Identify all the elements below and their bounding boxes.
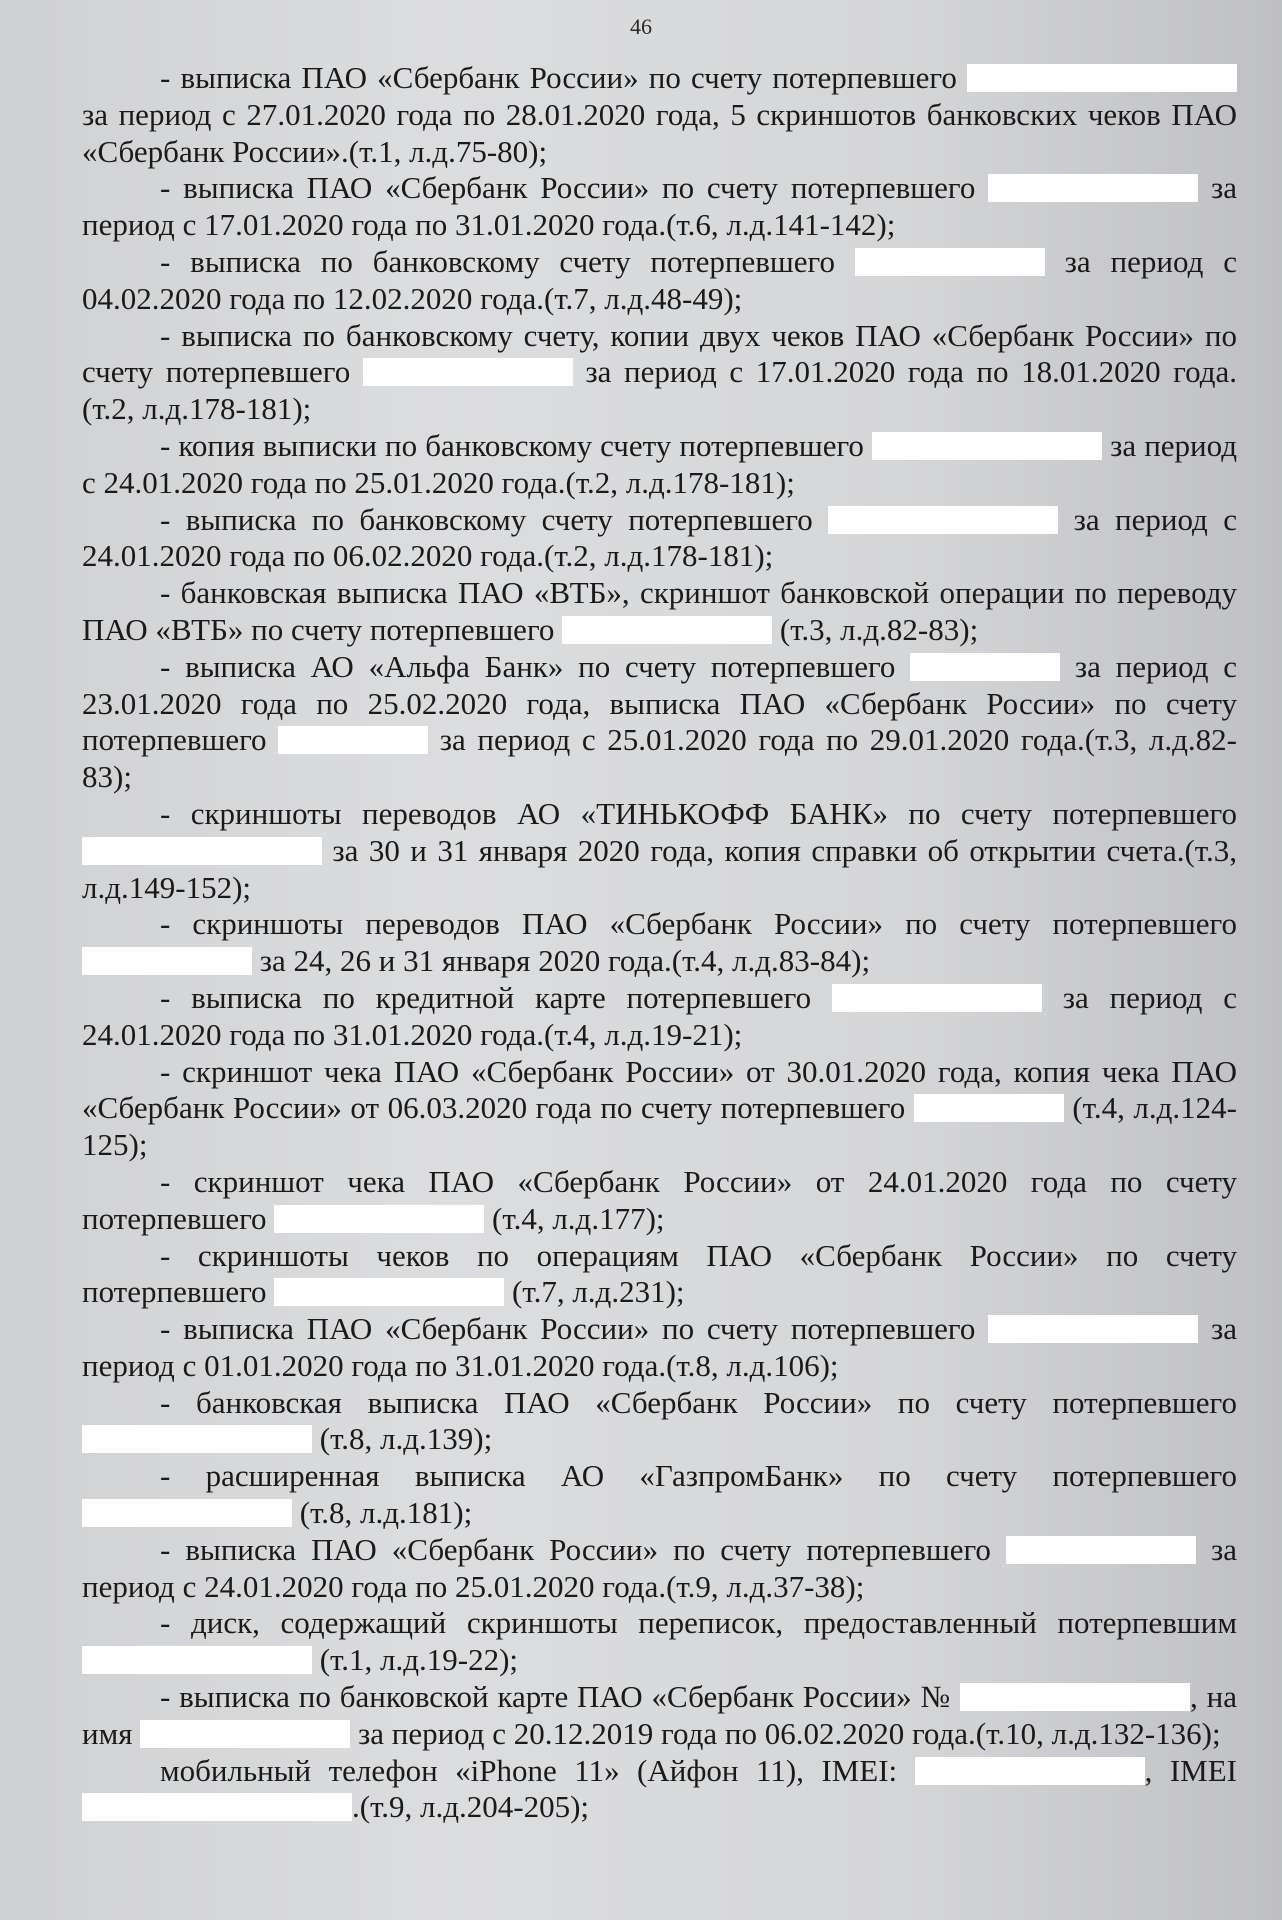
redaction-block: [82, 947, 252, 975]
list-item: мобильный телефон «iPhone 11» (Айфон 11), IMEI: , IMEI .(т.9, л.д.204-205);: [82, 1753, 1237, 1827]
redaction-block: [363, 358, 573, 386]
redaction-block: [278, 726, 428, 754]
redaction-block: [140, 1720, 350, 1748]
list-item: - скриншоты чеков по операциям ПАО «Сбербанк России» по счету потерпевшего (т.7, л.д.231);: [82, 1237, 1237, 1310]
redaction-block: [872, 432, 1102, 460]
list-item: - скриншот чека ПАО «Сбербанк России» от 24.01.2020 года по счету потерпевшего (т.4, л.д.177);: [82, 1163, 1237, 1236]
list-item: - выписка ПАО «Сбербанк России» по счету потерпевшего за период с 17.01.2020 года по 31.01.2020 года.(т.6, л.д.141-142);: [82, 170, 1237, 243]
list-item: - выписка по банковскому счету, копии двух чеков ПАО «Сбербанк России» по счету потерпевшего за период с 17.01.2020 года по 18.01.2020 года.(т.2, л.д.178-181);: [82, 317, 1237, 427]
list-item: - банковская выписка ПАО «ВТБ», скриншот банковской операции по переводу ПАО «ВТБ» по счету потерпевшего (т.3, л.д.82-83);: [82, 575, 1237, 647]
list-item: - выписка ПАО «Сбербанк России» по счету потерпевшего за период с 24.01.2020 года по 25.01.2020 года.(т.9, л.д.37-38);: [82, 1531, 1237, 1604]
list-item: - расширенная выписка АО «ГазпромБанк» по счету потерпевшего (т.8, л.д.181);: [82, 1458, 1237, 1532]
list-item: - скриншоты переводов АО «ТИНЬКОФФ БАНК» по счету потерпевшего за 30 и 31 января 2020 года, копия справки об открытии счета.(т.3, л.д.149-152);: [82, 795, 1237, 905]
redaction-block: [915, 1757, 1145, 1785]
redaction-block: [914, 1094, 1064, 1122]
redaction-block: [1006, 1536, 1196, 1564]
page-number: 46: [630, 14, 652, 39]
redaction-block: [82, 1793, 352, 1821]
list-item: - выписка по кредитной карте потерпевшего за период с 24.01.2020 года по 31.01.2020 года.(т.4, л.д.19-21);: [82, 979, 1237, 1052]
list-item: - скриншоты переводов ПАО «Сбербанк России» по счету потерпевшего за 24, 26 и 31 января 2020 года.(т.4, л.д.83-84);: [82, 906, 1237, 980]
redaction-block: [562, 616, 772, 644]
redaction-block: [82, 1646, 312, 1674]
redaction-block: [988, 174, 1198, 202]
list-item: - выписка АО «Альфа Банк» по счету потерпевшего за период с 23.01.2020 года по 25.02.2020 года, выписка ПАО «Сбербанк России» по счету потерпевшего за период с 25.01.2020 года по 29.01.2020 года.(т.3, л.д.82-83);: [82, 648, 1237, 795]
list-item: - копия выписки по банковскому счету потерпевшего за период с 24.01.2020 года по 25.01.2020 года.(т.2, л.д.178-181);: [82, 427, 1238, 500]
list-item: - скриншот чека ПАО «Сбербанк России» от 30.01.2020 года, копия чека ПАО «Сбербанк России» от 06.03.2020 года по счету потерпевшего (т.4, л.д.124-125);: [82, 1053, 1237, 1163]
redaction-block: [855, 248, 1045, 276]
redaction-block: [988, 1315, 1198, 1343]
redaction-block: [82, 1425, 312, 1453]
redaction-block: [910, 653, 1060, 681]
redaction-block: [832, 984, 1042, 1012]
list-item: - выписка по банковскому счету потерпевшего за период с 04.02.2020 года по 12.02.2020 года.(т.7, л.д.48-49);: [82, 243, 1237, 316]
evidence-list: [82, 60, 1237, 1826]
redaction-block: [82, 837, 322, 865]
redaction-block: [274, 1205, 484, 1233]
redaction-block: [82, 1499, 292, 1527]
list-item: - выписка по банковскому счету потерпевшего за период с 24.01.2020 года по 06.02.2020 года.(т.2, л.д.178-181);: [82, 501, 1237, 574]
redaction-block: [960, 1683, 1190, 1711]
redaction-block: [828, 506, 1058, 534]
redaction-block: [967, 64, 1237, 92]
list-item: - выписка по банковской карте ПАО «Сбербанк России» № , на имя за период с 20.12.2019 года по 06.02.2020 года.(т.10, л.д.132-136);: [82, 1679, 1237, 1751]
list-item: - банковская выписка ПАО «Сбербанк России» по счету потерпевшего (т.8, л.д.139);: [82, 1385, 1237, 1459]
redaction-block: [274, 1278, 504, 1306]
list-item: - выписка ПАО «Сбербанк России» по счету потерпевшего за период с 27.01.2020 года по 28.01.2020 года, 5 скриншотов банковских чеков ПАО «Сбербанк России».(т.1, л.д.75-80);: [82, 60, 1237, 169]
list-item: - выписка ПАО «Сбербанк России» по счету потерпевшего за период с 01.01.2020 года по 31.01.2020 года.(т.8, л.д.106);: [82, 1311, 1237, 1383]
list-item: - диск, содержащий скриншоты переписок, предоставленный потерпевшим (т.1, л.д.19-22);: [82, 1605, 1237, 1679]
